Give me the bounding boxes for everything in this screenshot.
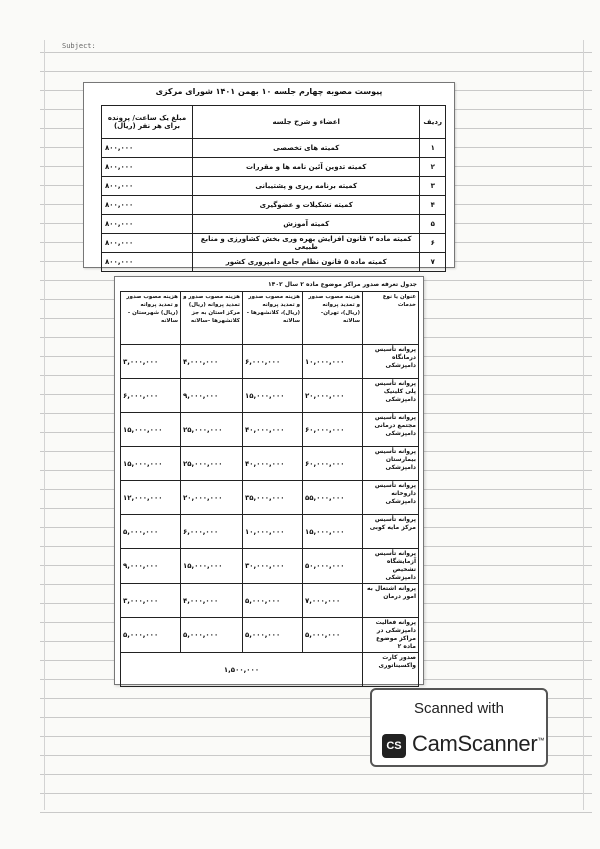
row-description: کمیته های تخصصی <box>193 139 420 158</box>
row-description: کمیته تدوین آئین نامه ها و مقررات <box>193 158 420 177</box>
metro-fee-cell: ۴۰,۰۰۰,۰۰۰ <box>243 413 303 447</box>
province-fee-cell: ۴,۰۰۰,۰۰۰ <box>181 584 243 618</box>
trademark: ™ <box>537 737 545 745</box>
committee-fee-sheet <box>83 82 455 268</box>
row-number: ۵ <box>420 215 446 234</box>
row-description: کمیته تشکیلات و عضوگیری <box>193 196 420 215</box>
row-amount: ۸۰۰,۰۰۰ <box>102 234 193 253</box>
margin-line <box>44 40 45 810</box>
province-fee-cell: ۴,۰۰۰,۰۰۰ <box>181 345 243 379</box>
license-fee-sheet <box>114 276 424 685</box>
province-fee-cell: ۶,۰۰۰,۰۰۰ <box>181 515 243 549</box>
header-service: عنوان یا نوع خدمات <box>363 292 419 345</box>
header-metro: هزینه مصوب صدور و تمدید پروانه (ریال)، کلانشهرها - سالانه <box>243 292 303 345</box>
service-cell: پروانه تأسیس درمانگاه دامپزشکی <box>363 345 419 379</box>
row-amount: ۸۰۰,۰۰۰ <box>102 139 193 158</box>
row-number: ۳ <box>420 177 446 196</box>
committee-fee-table <box>101 105 446 272</box>
ruled-line <box>40 812 592 813</box>
row-amount: ۸۰۰,۰۰۰ <box>102 158 193 177</box>
header-city: هزینه مصوب صدور و تمدید پروانه (ریال) شهرستان - سالانه <box>121 292 181 345</box>
table-row <box>121 584 419 618</box>
metro-fee-cell: ۵,۰۰۰,۰۰۰ <box>243 584 303 618</box>
tehran-fee-cell: ۵۰,۰۰۰,۰۰۰ <box>303 549 363 584</box>
row-number: ۷ <box>420 253 446 272</box>
row-description: کمیته برنامه ریزی و پشتیبانی <box>193 177 420 196</box>
city-fee-cell: ۳,۰۰۰,۰۰۰ <box>121 345 181 379</box>
header-desc: اعضاء و شرح جلسه <box>193 106 420 139</box>
table-header-row <box>102 106 446 139</box>
ruled-line <box>40 52 592 53</box>
table-row <box>102 253 446 272</box>
tehran-fee-cell: ۷,۰۰۰,۰۰۰ <box>303 584 363 618</box>
metro-fee-cell: ۱۵,۰۰۰,۰۰۰ <box>243 379 303 413</box>
camscanner-logo-icon: CS <box>382 734 406 758</box>
header-tehran: هزینه مصوب صدور و تمدید پروانه (ریال)، تهران- سالانه <box>303 292 363 345</box>
metro-fee-cell: ۱۰,۰۰۰,۰۰۰ <box>243 515 303 549</box>
ruled-line <box>40 774 592 775</box>
table-row <box>121 549 419 584</box>
province-fee-cell: ۲۵,۰۰۰,۰۰۰ <box>181 413 243 447</box>
table-row <box>102 177 446 196</box>
table-row <box>102 139 446 158</box>
service-cell: صدور کارت واکسیناتوری <box>363 653 419 687</box>
tehran-fee-cell: ۶۰,۰۰۰,۰۰۰ <box>303 413 363 447</box>
province-fee-cell: ۲۰,۰۰۰,۰۰۰ <box>181 481 243 515</box>
table-row <box>102 158 446 177</box>
service-cell: پروانه تأسیس آزمایشگاه تشخیص دامپزشکی <box>363 549 419 584</box>
city-fee-cell: ۱۵,۰۰۰,۰۰۰ <box>121 447 181 481</box>
row-description: کمیته آموزش <box>193 215 420 234</box>
city-fee-cell: ۱۵,۰۰۰,۰۰۰ <box>121 413 181 447</box>
city-fee-cell: ۵,۰۰۰,۰۰۰ <box>121 618 181 653</box>
tehran-fee-cell: ۵۵,۰۰۰,۰۰۰ <box>303 481 363 515</box>
sheet2-title: جدول تعرفه صدور مراکز موضوع ماده ۲ سال ۱۴۰۲ <box>268 281 417 288</box>
province-fee-cell: ۱۵,۰۰۰,۰۰۰ <box>181 549 243 584</box>
table-row <box>121 515 419 549</box>
row-amount: ۸۰۰,۰۰۰ <box>102 215 193 234</box>
table-row <box>121 618 419 653</box>
city-fee-cell: ۳,۰۰۰,۰۰۰ <box>121 584 181 618</box>
tehran-fee-cell: ۶۰,۰۰۰,۰۰۰ <box>303 447 363 481</box>
table-row <box>121 413 419 447</box>
province-fee-cell: ۵,۰۰۰,۰۰۰ <box>181 618 243 653</box>
row-amount: ۸۰۰,۰۰۰ <box>102 196 193 215</box>
table-row <box>121 447 419 481</box>
metro-fee-cell: ۴۰,۰۰۰,۰۰۰ <box>243 447 303 481</box>
table-row <box>102 196 446 215</box>
row-amount: ۸۰۰,۰۰۰ <box>102 253 193 272</box>
ruled-line <box>40 793 592 794</box>
row-number: ۱ <box>420 139 446 158</box>
table-row <box>102 234 446 253</box>
table-row-vaccination <box>121 653 419 687</box>
row-number: ۴ <box>420 196 446 215</box>
row-description: کمیته ماده ۵ قانون نظام جامع دامپروری کشور <box>193 253 420 272</box>
table-header-row <box>121 292 419 345</box>
table-row <box>121 379 419 413</box>
metro-fee-cell: ۶,۰۰۰,۰۰۰ <box>243 345 303 379</box>
metro-fee-cell: ۳۵,۰۰۰,۰۰۰ <box>243 481 303 515</box>
license-fee-table <box>120 291 419 687</box>
city-fee-cell: ۵,۰۰۰,۰۰۰ <box>121 515 181 549</box>
service-cell: پروانه تأسیس مرکز مایه کوبی <box>363 515 419 549</box>
service-cell: پروانه اشتغال به امور درمان <box>363 584 419 618</box>
city-fee-cell: ۹,۰۰۰,۰۰۰ <box>121 549 181 584</box>
table-row <box>121 345 419 379</box>
province-fee-cell: ۲۵,۰۰۰,۰۰۰ <box>181 447 243 481</box>
camscanner-watermark <box>370 688 548 767</box>
metro-fee-cell: ۳۰,۰۰۰,۰۰۰ <box>243 549 303 584</box>
watermark-brand <box>412 731 544 757</box>
amount-cell: ۱,۵۰۰,۰۰۰ <box>121 653 363 687</box>
tehran-fee-cell: ۵,۰۰۰,۰۰۰ <box>303 618 363 653</box>
header-province: هزینه مصوب صدور و تمدید پروانه (ریال) مرکز استان به جز کلانشهرها -سالانه <box>181 292 243 345</box>
city-fee-cell: ۱۲,۰۰۰,۰۰۰ <box>121 481 181 515</box>
row-number: ۲ <box>420 158 446 177</box>
brand-name: CamScanner <box>412 731 538 756</box>
service-cell: پروانه تأسیس داروخانه دامپزشکی <box>363 481 419 515</box>
tehran-fee-cell: ۲۰,۰۰۰,۰۰۰ <box>303 379 363 413</box>
table-row <box>102 215 446 234</box>
city-fee-cell: ۶,۰۰۰,۰۰۰ <box>121 379 181 413</box>
ruled-line <box>40 71 592 72</box>
watermark-top-text: Scanned with <box>413 700 505 717</box>
metro-fee-cell: ۵,۰۰۰,۰۰۰ <box>243 618 303 653</box>
table-row <box>121 481 419 515</box>
province-fee-cell: ۹,۰۰۰,۰۰۰ <box>181 379 243 413</box>
service-cell: پروانه تأسیس بیمارستان دامپزشکی <box>363 447 419 481</box>
sheet1-title: پیوست مصوبه چهارم جلسه ۱۰ بهمن ۱۴۰۱ شورای مرکزی <box>155 87 383 96</box>
row-description: کمیته ماده ۲ قانون افزایش بهره وری بخش کشاورزی و منابع طبیعی <box>193 234 420 253</box>
margin-line <box>583 40 584 810</box>
service-cell: پروانه فعالیت دامپزشکی در مراکز موضوع ماده ۲ <box>363 618 419 653</box>
service-cell: پروانه تأسیس مجتمع درمانی دامپزشکی <box>363 413 419 447</box>
tehran-fee-cell: ۱۰,۰۰۰,۰۰۰ <box>303 345 363 379</box>
header-amount: مبلغ یک ساعت/ پرونده برای هر نفر (ریال) <box>102 106 193 139</box>
header-num: ردیف <box>420 106 446 139</box>
row-amount: ۸۰۰,۰۰۰ <box>102 177 193 196</box>
service-cell: پروانه تأسیس پلی کلینیک دامپزشکی <box>363 379 419 413</box>
tehran-fee-cell: ۱۵,۰۰۰,۰۰۰ <box>303 515 363 549</box>
row-number: ۶ <box>420 234 446 253</box>
subject-mark: Subject: <box>62 42 96 50</box>
